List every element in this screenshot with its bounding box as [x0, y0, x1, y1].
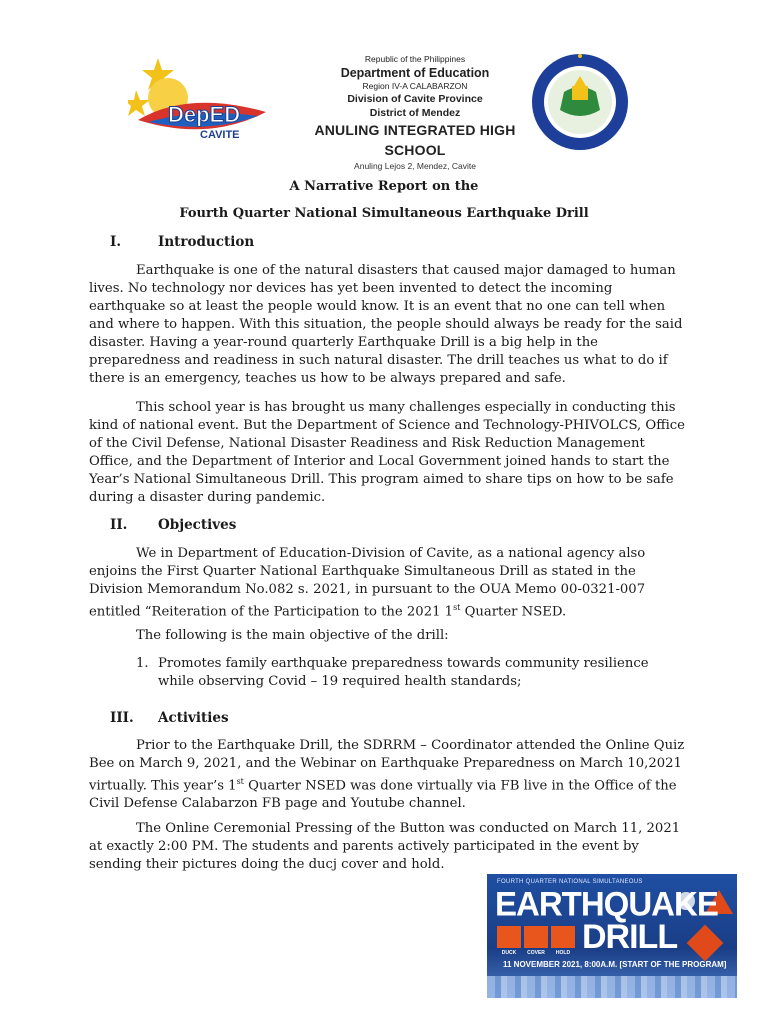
svg-text:DepED: DepED — [168, 102, 241, 127]
earthquake-drill-poster: FOURTH QUARTER NATIONAL SIMULTANEOUS EARTHQUAKE DUCK COVER HOLD DRILL 11 NOVEMBER 2021, 8:00A.M. [START OF THE PROGRAM] — [487, 874, 737, 998]
duck-icon: DUCK — [497, 926, 521, 948]
poster-date-text: 11 NOVEMBER 2021, 8:00A.M. [START OF THE PROGRAM] — [503, 960, 727, 969]
letterhead-address: Anuling Lejos 2, Mendez, Cavite — [354, 161, 476, 171]
letterhead-department: Department of Education — [340, 66, 490, 80]
letterhead-district: District of Mendez — [369, 107, 461, 119]
poster-skyline — [487, 976, 737, 998]
letterhead — [290, 53, 540, 172]
school-seal-logo — [530, 52, 630, 152]
activities-paragraph-1: Prior to the Earthquake Drill, the SDRRM – Coordinator attended the Online Quiz Bee on March 9, 2021, and the Webinar on Earthquake Preparedness on March 10,2021 virtually. This year’s 1st Quarter NSED was done virtually via FB live in the Office of the Civil Defense Calabarzon FB page and Youtube channel. — [89, 738, 685, 812]
section-heading-introduction: I. Introduction — [110, 234, 255, 250]
report-title: A Narrative Report on the — [289, 179, 479, 194]
letterhead-school: ANULING INTEGRATED HIGH SCHOOL — [314, 122, 516, 158]
objectives-paragraph-1: We in Department of Education-Division of Cavite, as a national agency also enjoins the First Quarter National Earthquake Simultaneous Drill as stated in the Division Memorandum No.082 s. 2021, in pursuant to the OUA Memo 00-0321-007 entitled “Reiteration of the Participation to the 2021 1st Quarter NSED. — [89, 546, 646, 620]
objectives-paragraph-2: The following is the main objective of the drill: — [136, 628, 449, 643]
hold-icon: HOLD — [551, 926, 575, 948]
svg-text:CAVITE: CAVITE — [200, 129, 240, 141]
letterhead-division: Division of Cavite Province — [347, 93, 483, 105]
poster-earthquake-text: EARTHQUAKE — [495, 884, 718, 923]
poster-diamond-sign-icon — [687, 925, 724, 962]
letterhead-republic: Republic of the Philippines — [364, 54, 466, 64]
poster-action-icons — [497, 926, 575, 956]
intro-paragraph-2: This school year is has brought us many challenges especially in conducting this kind of national event. But the Department of Science and Technology-PHIVOLCS, Office of the Civil Defense, National Disaster Readiness and Risk Reduction Management Office, and the Department of Interior and Local Government joined hands to start the Year’s National Simultaneous Drill. This program aimed to share tips on how to be safe during a disaster during pandemic. — [89, 400, 685, 505]
section-heading-objectives: II. Objectives — [110, 517, 237, 533]
letterhead-region: Region IV-A CALABARZON — [362, 81, 468, 91]
objective-list-item: 1. Promotes family earthquake preparedness towards community resilience while observing Covid – 19 required health standards; — [136, 656, 649, 689]
deped-cavite-logo — [128, 50, 268, 145]
activities-paragraph-2: The Online Ceremonial Pressing of the Button was conducted on March 11, 2021 at exactly 2:00 PM. The students and parents actively participated in the event by sending their pictures doing the ducj cover and hold. — [89, 821, 681, 872]
section-heading-activities: III. Activities — [110, 710, 229, 726]
poster-drill-text: DRILL — [582, 918, 678, 956]
intro-paragraph-1: Earthquake is one of the natural disasters that caused major damaged to human lives. No technology nor devices has yet been invented to detect the incoming earthquake so at least the people would know. It is an event that no one can tell when and where to happen. With this situation, the people should always be ready for the said disaster. Having a year-round quarterly Earthquake Drill is a big help in the preparedness and readiness in such natural disaster. The drill teaches us what to do if there is an emergency, teaches us how to be always prepared and safe. — [89, 263, 683, 386]
report-subtitle: Fourth Quarter National Simultaneous Earthquake Drill — [179, 206, 589, 221]
cover-icon: COVER — [524, 926, 548, 948]
